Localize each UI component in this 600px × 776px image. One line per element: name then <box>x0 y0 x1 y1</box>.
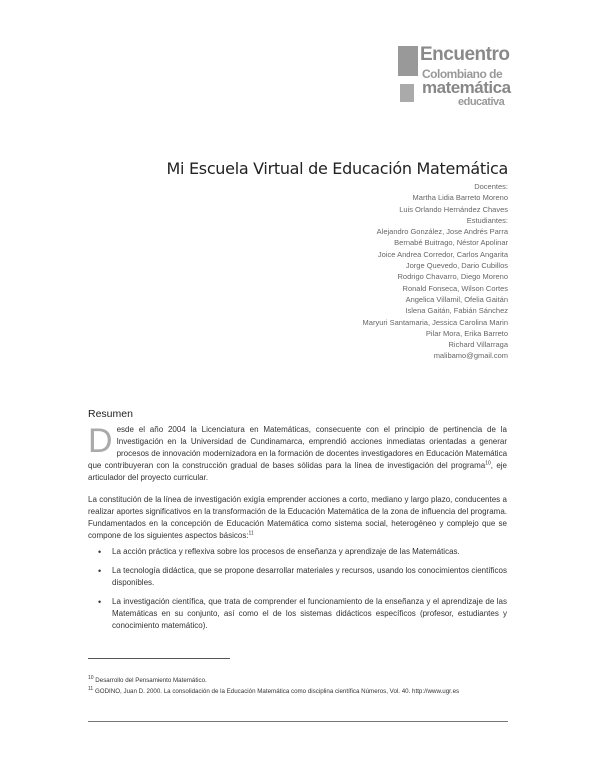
logo-bar-mark <box>398 46 418 76</box>
authors-line: Ronald Fonseca, Wilson Cortes <box>402 283 508 293</box>
list-item: • La tecnología didáctica, que se propone desarrollar materiales y recursos, usando los conocimientos científicos disponibles. <box>98 565 507 589</box>
authors-line: Jorge Quevedo, Dario Cubillos <box>405 261 508 271</box>
footnote-text: GODINO, Juan D. 2000. La consolidación de la Educación Matemática como disciplina científica Números, Vol. 40. http://www.ugr.es <box>94 687 460 695</box>
authors-line: Luis Orlando Hernández Chaves <box>399 204 508 214</box>
footnote-ref-10[interactable]: 10 <box>485 460 491 467</box>
authors-line: Maryuri Santamaria, Jessica Carolina Marin <box>362 317 508 327</box>
footnote-number: 11 <box>88 685 94 692</box>
footnote-ref-11[interactable]: 11 <box>248 530 254 537</box>
authors-line: Angelica Villamil, Ofelia Gaitán <box>405 294 508 304</box>
list-item: • La investigación científica, que trata de comprender el funcionamiento de la enseñanza y el aprendizaje de las Matemáticas en su conjunto, así como el de los sistemas didácticos específicos (profesor, estudiantes y conocimiento matemático). <box>98 596 507 632</box>
footnote-10 <box>88 676 507 686</box>
footnote-number: 10 <box>88 674 94 681</box>
logo-bar-mark-lower <box>400 84 414 102</box>
authors-line: Bernabé Buitrago, Néstor Apolinar <box>394 238 508 248</box>
encuentro-logo <box>398 44 518 112</box>
authors-line: Martha Lidia Barreto Moreno <box>412 193 508 203</box>
list-item: • La acción práctica y reflexiva sobre los procesos de enseñanza y aprendizaje de las Matemáticas. <box>98 546 507 558</box>
footnote-divider <box>88 658 230 659</box>
abstract-paragraph-1-text: esde el año 2004 la Licenciatura en Matemáticas, consecuente con el principio de pertinencia de la Investigación en la Universidad de Cundinamarca, emprendió acciones inmediatas orientadas a generar procesos de innovación modernizadora en la formación de docentes investigadores en Educación Matemática que contribuyeran con la construcción gradual de bases sólidas para la línea de investigación del programa <box>88 425 508 470</box>
footnote-11 <box>88 687 507 697</box>
paper-title: Mi Escuela Virtual de Educación Matemática <box>166 159 508 178</box>
footnotes <box>88 676 507 696</box>
authors-line: Docentes: <box>474 182 508 191</box>
abstract-heading: Resumen <box>88 408 133 420</box>
abstract-paragraph-1-end: , eje articulador del proyecto curricular. <box>88 461 507 482</box>
footnote-text: Desarrollo del Pensamiento Matemático. <box>95 677 207 684</box>
logo-line-3: matemática <box>422 78 511 97</box>
authors-line: Alejandro González, Jose Andrés Parra <box>376 227 508 237</box>
abstract-paragraph-1 <box>88 424 507 484</box>
aspects-list <box>98 546 507 632</box>
drop-cap: D <box>88 422 113 460</box>
logo-line-4: educativa <box>458 96 505 108</box>
authors-line: Estudiantes: <box>466 215 508 225</box>
authors-block <box>208 181 508 362</box>
authors-line: Joice Andrea Corredor, Carlos Angarita <box>377 249 508 259</box>
logo-line-2: Colombiano de <box>422 67 503 81</box>
authors-line: Islena Gaitán, Fabián Sánchez <box>405 306 508 316</box>
authors-line: Pilar Mora, Erika Barreto <box>425 328 508 338</box>
abstract-paragraph-2 <box>88 494 507 542</box>
page-bottom-divider <box>88 721 508 722</box>
logo-line-1: Encuentro <box>420 44 510 65</box>
abstract-paragraph-2-text: La constitución de la línea de investigación exigía emprender acciones a corto, mediano y largo plazo, conducentes a realizar aportes significativos en la transformación de la Educación Matemática de la zona de influencia del programa. Fundamentados en la concepción de Educación Matemática como sistema social, heterogéneo y complejo que se compone de los siguientes aspectos básicos: <box>88 495 507 540</box>
author-email[interactable]: malibamo@gmail.com <box>433 351 508 361</box>
authors-line: Rodrigo Chavarro, Diego Moreno <box>397 272 508 282</box>
authors-line: Richard Villarraga <box>448 340 508 350</box>
